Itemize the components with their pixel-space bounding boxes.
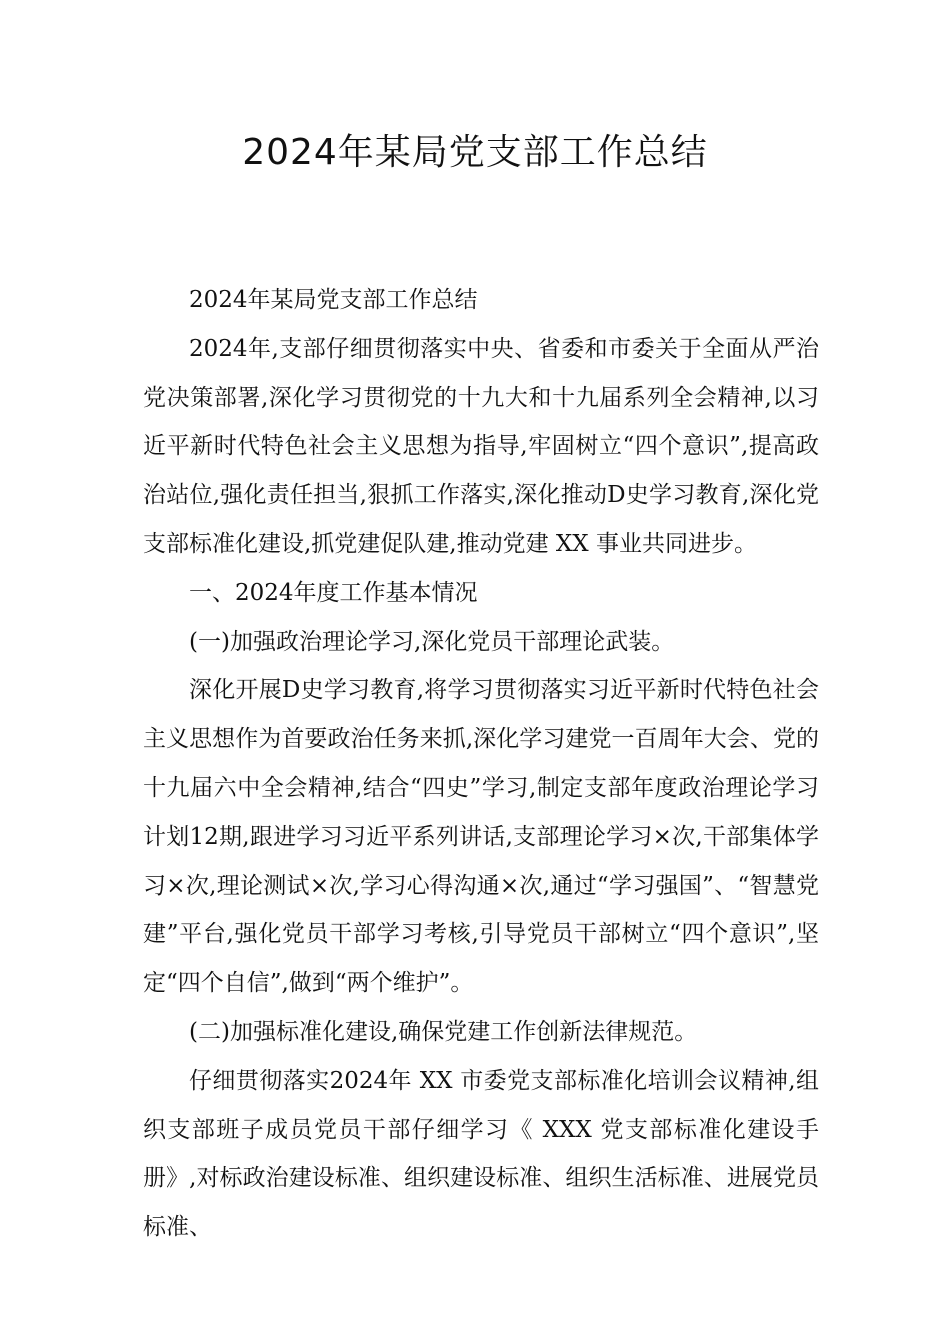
paragraph-study: 深化开展D史学习教育,将学习贯彻落实习近平新时代特色社会主义思想作为首要政治任务来抓,深化学习建党一百周年大会、党的十九届六中全会精神,结合“四史”学习,制定支部年度政治理论学习计划12期,跟进学习习近平系列讲话,支部理论学习×次,干部集体学习×次,理论测试×次,学习心得沟通×次,通过“学习强国”、“智慧党建”平台,强化党员干部学习考核,引导党员干部树立“四个意识”,坚定“四个自信”,做到“两个维护”。 xyxy=(143,677,819,997)
subsection-heading-2: (二)加强标准化建设,确保党建工作创新法律规范。 xyxy=(189,1018,698,1045)
paragraph-standardization: 仔细贯彻落实2024年 XX 市委党支部标准化培训会议精神,组织支部班子成员党员干部仔细学习《 XXX 党支部标准化建设手册》,对标政治建设标准、组织建设标准、组织生活标准、进展党员标准、 xyxy=(143,1067,819,1241)
section-heading-1: 一、2024年度工作基本情况 xyxy=(189,579,478,606)
subsection-heading-1: (一)加强政治理论学习,深化党员干部理论武装。 xyxy=(189,628,675,655)
document-title: 2024年某局党支部工作总结 xyxy=(242,132,708,173)
paragraph-intro: 2024年,支部仔细贯彻落实中央、省委和市委关于全面从严治党决策部署,深化学习贯彻党的十九大和十九届系列全会精神,以习近平新时代特色社会主义思想为指导,牢固树立“四个意识”,提高政治站位,强化责任担当,狠抓工作落实,深化推动D史学习教育,深化党支部标准化建设,抓党建促队建,推动党建 XX 事业共同进步。 xyxy=(143,335,819,557)
document-body xyxy=(143,276,819,1252)
paragraph-subtitle: 2024年某局党支部工作总结 xyxy=(189,287,478,313)
